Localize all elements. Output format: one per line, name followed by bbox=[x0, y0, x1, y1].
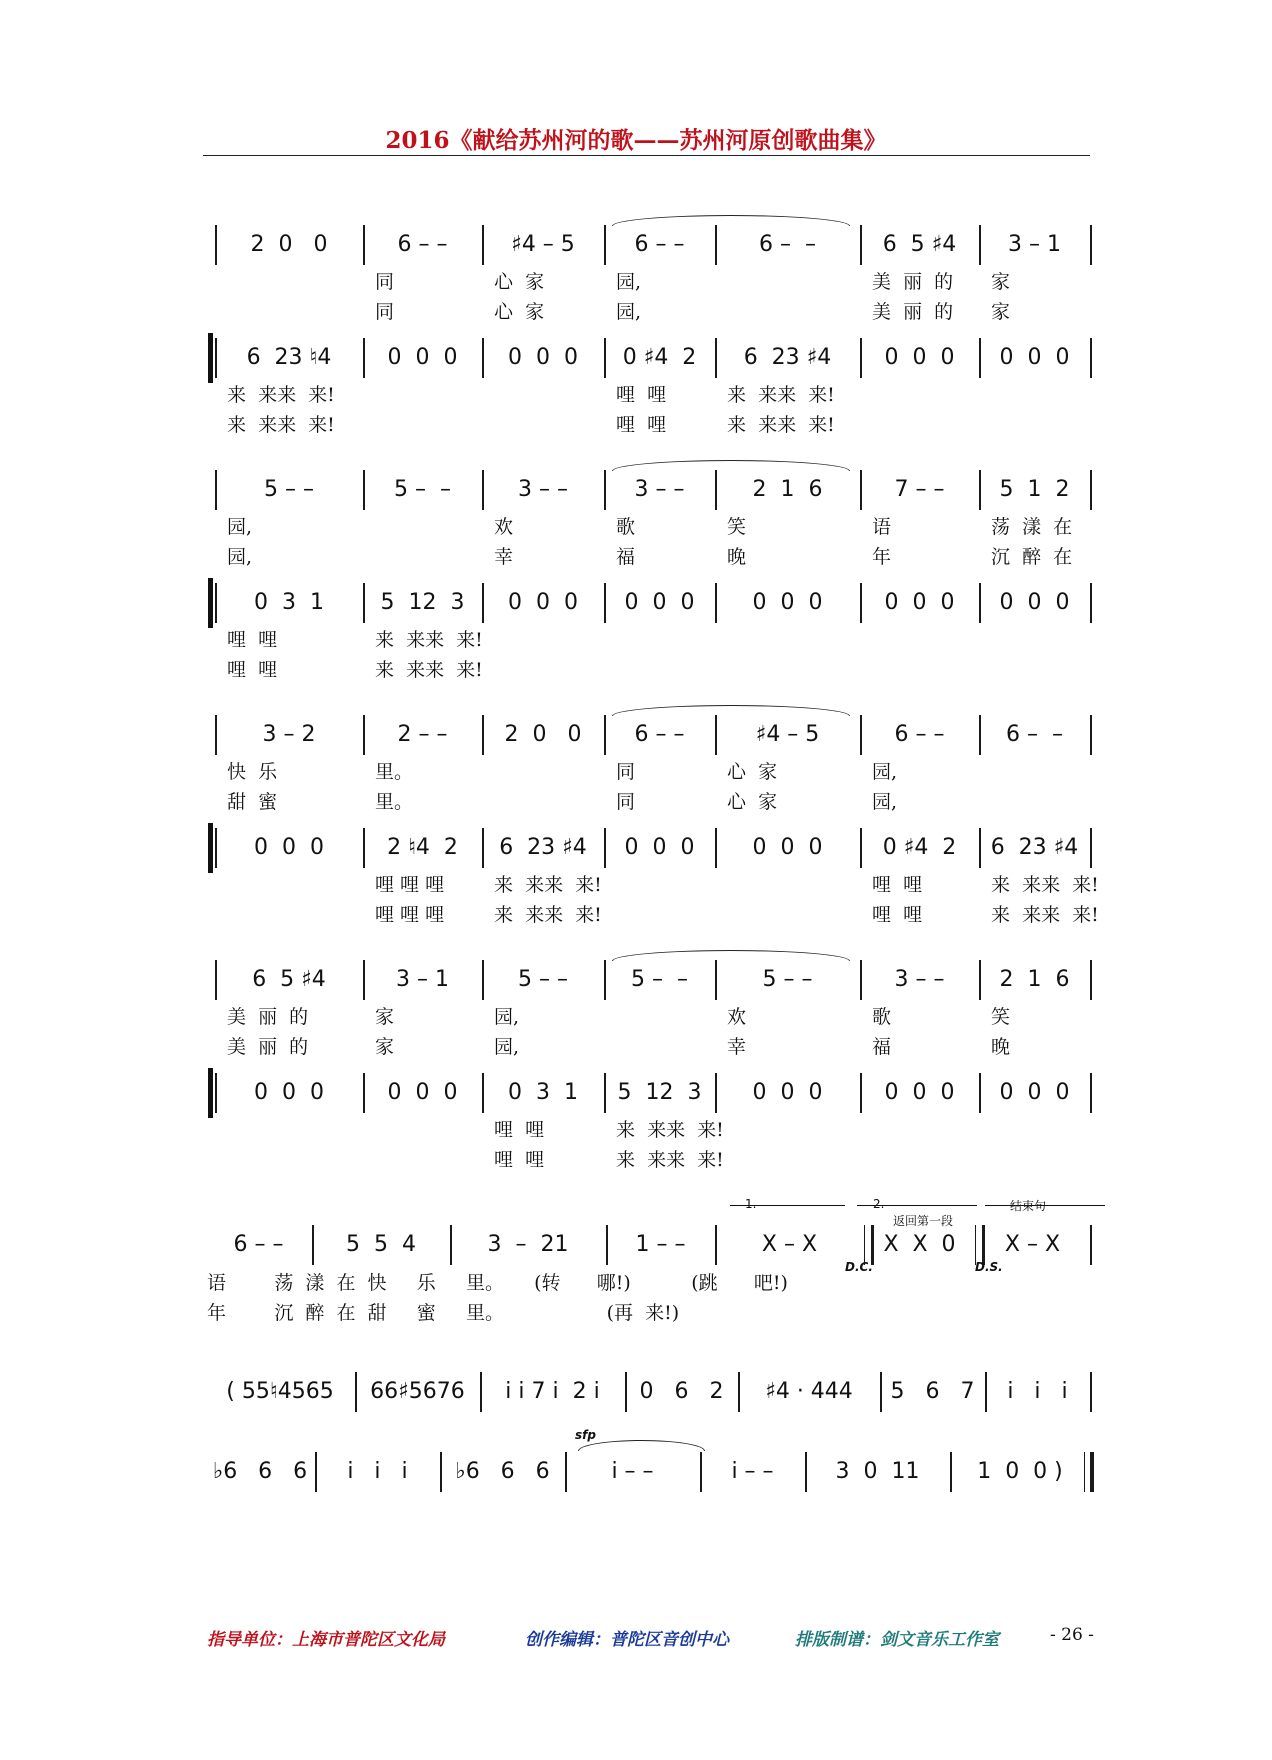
lyric-line-2: 沉 醉 在 bbox=[991, 546, 1073, 568]
melody-row-barline bbox=[215, 225, 217, 265]
accomp-row-barline bbox=[363, 338, 365, 378]
accomp-row-barline bbox=[604, 583, 606, 623]
melody-row-barline bbox=[482, 960, 484, 1000]
melody-row-barline bbox=[215, 470, 217, 510]
accomp-measure: 0 0 0 bbox=[387, 1080, 458, 1105]
melody-measure: 3 – – bbox=[894, 967, 945, 992]
ending-barline bbox=[606, 1225, 608, 1265]
interlude-row-1-barline bbox=[355, 1372, 357, 1412]
accomp-measure: 0 0 0 bbox=[884, 1080, 955, 1105]
accomp-measure: 0 0 0 bbox=[254, 1080, 324, 1105]
accomp-lyric-line-2: 哩 哩 bbox=[494, 1149, 545, 1171]
melody-measure: 6 5 ♯4 bbox=[252, 967, 326, 992]
interlude-measure: i – – bbox=[611, 1459, 654, 1484]
lyric-line-1: 歌 bbox=[616, 516, 636, 538]
accomp-row-barline bbox=[215, 828, 217, 868]
accomp-row-barline bbox=[979, 583, 981, 623]
accomp-row-barline bbox=[1090, 1073, 1092, 1113]
accomp-row-barline bbox=[979, 338, 981, 378]
volta-2-note: 返回第一段 bbox=[893, 1214, 954, 1228]
lyric-line-2: 福 bbox=[616, 546, 636, 568]
accomp-measure: 0 3 1 bbox=[508, 1080, 578, 1105]
lyric-line-2: 甜 蜜 bbox=[227, 791, 278, 813]
lyric-line-1: 园, bbox=[872, 761, 898, 783]
melody-measure: 6 – – bbox=[894, 722, 945, 747]
page-title: 2016《献给苏州河的歌——苏州河原创歌曲集》 bbox=[385, 127, 887, 154]
interlude-measure: ♭6 6 6 bbox=[212, 1459, 308, 1484]
melody-measure: 6 – – bbox=[634, 232, 685, 257]
accomp-row-barline bbox=[604, 1073, 606, 1113]
melody-row-barline bbox=[604, 470, 606, 510]
accomp-measure: 0 0 0 bbox=[624, 835, 695, 860]
accomp-measure: 6 23 ♮4 bbox=[246, 345, 332, 370]
accomp-row-barline bbox=[604, 828, 606, 868]
accomp-measure: 0 0 0 bbox=[624, 590, 695, 615]
melody-measure: 2 – – bbox=[397, 722, 448, 747]
interlude-row-2-barline bbox=[805, 1452, 807, 1492]
melody-measure: 2 1 6 bbox=[752, 477, 823, 502]
interlude-measure: 5 6 7 bbox=[890, 1379, 975, 1404]
accomp-lyric-line-1: 来 来来 来! bbox=[727, 384, 835, 406]
accomp-row-barline bbox=[363, 828, 365, 868]
melody-row-barline bbox=[860, 960, 862, 1000]
lyric-line-2: 晚 bbox=[991, 1036, 1011, 1058]
accomp-row-barline bbox=[1090, 828, 1092, 868]
accomp-lyric-line-1: 来 来来 来! bbox=[375, 629, 483, 651]
melody-measure: 5 1 2 bbox=[999, 477, 1070, 502]
lyric-line-1: 美 丽 的 bbox=[227, 1006, 309, 1028]
interlude-row-2-barline bbox=[440, 1452, 442, 1492]
accomp-measure: 0 0 0 bbox=[387, 345, 458, 370]
lyric-line-2: 园, bbox=[616, 301, 642, 323]
melody-measure: ♯4 – 5 bbox=[511, 232, 575, 257]
lyric-line-2: 同 bbox=[616, 791, 636, 813]
accomp-lyric-line-1: 哩 哩 哩 bbox=[375, 874, 445, 896]
accomp-measure: 0 0 0 bbox=[508, 590, 578, 615]
interlude-row-1-barline bbox=[985, 1372, 987, 1412]
lyric-line-2: 园, bbox=[872, 791, 898, 813]
ending-measure: X – X bbox=[761, 1232, 818, 1257]
accomp-row-barline bbox=[715, 338, 717, 378]
sfp-tie bbox=[578, 1440, 705, 1451]
ending-barline bbox=[450, 1225, 452, 1265]
phrase-tie bbox=[612, 460, 850, 471]
melody-row-barline bbox=[979, 960, 981, 1000]
dc-mark: D.C. bbox=[845, 1260, 873, 1274]
accomp-lyric-line-2: 来 来来 来! bbox=[991, 904, 1099, 926]
accomp-measure: 0 0 0 bbox=[254, 835, 324, 860]
accomp-row-barline bbox=[715, 1073, 717, 1113]
melody-measure: 6 – – bbox=[1006, 722, 1063, 747]
melody-row-barline bbox=[715, 470, 717, 510]
accomp-lyric-line-2: 来 来来 来! bbox=[727, 414, 835, 436]
ending-measure: 5 5 4 bbox=[346, 1232, 416, 1257]
header-rule bbox=[203, 155, 1090, 156]
interlude-measure: ( 55♮4565 bbox=[226, 1379, 334, 1404]
sfp-mark: sfp bbox=[575, 1428, 596, 1442]
melody-row-barline bbox=[715, 715, 717, 755]
accomp-row-barline bbox=[363, 1073, 365, 1113]
accomp-measure: 5 12 3 bbox=[380, 590, 465, 615]
accomp-measure: 0 0 0 bbox=[508, 345, 578, 370]
accomp-row-barline bbox=[363, 583, 365, 623]
accomp-row-barline bbox=[1090, 338, 1092, 378]
melody-measure: 2 0 0 bbox=[504, 722, 582, 747]
melody-measure: 6 – – bbox=[397, 232, 448, 257]
lyric-line-1: 园, bbox=[227, 516, 253, 538]
accomp-measure: 0 0 0 bbox=[752, 1080, 823, 1105]
accomp-measure: 0 0 0 bbox=[999, 1080, 1070, 1105]
lyric-line-1: 笑 bbox=[991, 1006, 1011, 1028]
lyric-line-1: 园, bbox=[494, 1006, 520, 1028]
melody-row-barline bbox=[363, 960, 365, 1000]
melody-measure: 5 – – bbox=[394, 477, 451, 502]
melody-measure: 6 – – bbox=[634, 722, 685, 747]
melody-row-barline bbox=[979, 225, 981, 265]
interlude-measure: i i i bbox=[1007, 1379, 1068, 1404]
interlude-row-1-barline bbox=[1090, 1372, 1092, 1412]
melody-row-barline bbox=[363, 225, 365, 265]
ending-measure: X X 0 bbox=[883, 1232, 956, 1257]
melody-measure: ♯4 – 5 bbox=[755, 722, 820, 747]
lyric-line-1: 快 乐 bbox=[227, 761, 278, 783]
lyric-line-1: 里。 bbox=[375, 761, 414, 783]
accomp-measure: 6 23 ♯4 bbox=[990, 835, 1079, 860]
lyric-line-1: 荡 漾 在 bbox=[991, 516, 1073, 538]
melody-row-barline bbox=[215, 715, 217, 755]
system-brace bbox=[208, 1068, 213, 1118]
accomp-lyric-line-1: 哩 哩 bbox=[872, 874, 923, 896]
ending-lyric-line-1: 语 荡 漾 在 快 乐 里。 (转 哪!) (跳 吧!) bbox=[207, 1272, 788, 1294]
accomp-measure: 6 23 ♯4 bbox=[499, 835, 587, 860]
melody-measure: 3 – 1 bbox=[396, 967, 449, 992]
accomp-lyric-line-2: 哩 哩 哩 bbox=[375, 904, 445, 926]
page-number: - 26 - bbox=[1050, 1625, 1094, 1645]
interlude-measure: 1 0 0 ) bbox=[977, 1459, 1063, 1484]
accomp-row-barline bbox=[979, 828, 981, 868]
interlude-measure: i i i bbox=[347, 1459, 408, 1484]
melody-row-barline bbox=[604, 715, 606, 755]
melody-measure: 5 – – bbox=[631, 967, 688, 992]
accomp-lyric-line-1: 来 来来 来! bbox=[227, 384, 335, 406]
interlude-row-2-barline bbox=[700, 1452, 702, 1492]
ending-measure: 3 – 21 bbox=[487, 1232, 569, 1257]
interlude-measure: ♯4 · 444 bbox=[765, 1379, 853, 1404]
lyric-line-1: 欢 bbox=[727, 1006, 747, 1028]
lyric-line-2: 家 bbox=[991, 301, 1011, 323]
accomp-row-barline bbox=[715, 583, 717, 623]
interlude-row-2-barline bbox=[565, 1452, 567, 1492]
melody-row-barline bbox=[1090, 470, 1092, 510]
melody-row-barline bbox=[979, 715, 981, 755]
melody-row-barline bbox=[482, 715, 484, 755]
lyric-line-1: 园, bbox=[616, 271, 642, 293]
lyric-line-2: 年 bbox=[872, 546, 892, 568]
interlude-measure: 0 6 2 bbox=[639, 1379, 724, 1404]
accomp-row-barline bbox=[215, 1073, 217, 1113]
melody-row-barline bbox=[215, 960, 217, 1000]
accomp-measure: 0 ♯4 2 bbox=[622, 345, 697, 370]
ds-mark: D.S. bbox=[975, 1260, 1003, 1274]
interlude-measure: 66♯5676 bbox=[370, 1379, 465, 1404]
accomp-row-barline bbox=[860, 583, 862, 623]
volta-1-label: 1. bbox=[745, 1197, 757, 1211]
accomp-row-barline bbox=[482, 583, 484, 623]
system-brace bbox=[208, 823, 213, 873]
accomp-lyric-line-2: 哩 哩 bbox=[227, 659, 278, 681]
melody-row-barline bbox=[1090, 225, 1092, 265]
ending-barline bbox=[715, 1225, 717, 1265]
melody-row-barline bbox=[860, 470, 862, 510]
ending-measure: 1 – – bbox=[635, 1232, 686, 1257]
lyric-line-1: 同 bbox=[616, 761, 636, 783]
lyric-line-2: 幸 bbox=[494, 546, 514, 568]
footer-guide: 指导单位：上海市普陀区文化局 bbox=[207, 1630, 445, 1650]
accomp-lyric-line-1: 来 来来 来! bbox=[494, 874, 602, 896]
lyric-line-1: 心 家 bbox=[727, 761, 778, 783]
melody-row-barline bbox=[1090, 960, 1092, 1000]
melody-row-barline bbox=[860, 715, 862, 755]
accomp-measure: 0 0 0 bbox=[884, 345, 955, 370]
lyric-line-2: 里。 bbox=[375, 791, 414, 813]
interlude-measure: i – – bbox=[731, 1459, 774, 1484]
accomp-row-barline bbox=[860, 338, 862, 378]
melody-measure: 5 – – bbox=[264, 477, 314, 502]
lyric-line-2: 家 bbox=[375, 1036, 395, 1058]
interlude-measure: ♭6 6 6 bbox=[455, 1459, 550, 1484]
melody-measure: 3 – – bbox=[634, 477, 685, 502]
accomp-measure: 6 23 ♯4 bbox=[743, 345, 832, 370]
phrase-tie bbox=[612, 705, 850, 716]
melody-row-barline bbox=[715, 225, 717, 265]
lyric-line-2: 园, bbox=[494, 1036, 520, 1058]
accomp-lyric-line-1: 哩 哩 bbox=[494, 1119, 545, 1141]
melody-row-barline bbox=[715, 960, 717, 1000]
interlude-row-2-barline bbox=[950, 1452, 952, 1492]
melody-measure: 6 5 ♯4 bbox=[882, 232, 957, 257]
lyric-line-1: 美 丽 的 bbox=[872, 271, 954, 293]
accomp-measure: 2 ♮4 2 bbox=[387, 835, 458, 860]
melody-row-barline bbox=[604, 960, 606, 1000]
volta-2-label: 2. bbox=[873, 1197, 885, 1211]
ending-measure: X – X bbox=[1004, 1232, 1061, 1257]
lyric-line-1: 语 bbox=[872, 516, 892, 538]
final-barline bbox=[1084, 1452, 1094, 1492]
accomp-measure: 0 0 0 bbox=[752, 590, 823, 615]
melody-row-barline bbox=[604, 225, 606, 265]
lyric-line-1: 家 bbox=[991, 271, 1011, 293]
accomp-measure: 0 0 0 bbox=[999, 590, 1070, 615]
melody-row-barline bbox=[482, 225, 484, 265]
melody-measure: 5 – – bbox=[762, 967, 813, 992]
melody-measure: 3 – – bbox=[518, 477, 568, 502]
melody-measure: 2 1 6 bbox=[999, 967, 1070, 992]
system-brace bbox=[208, 333, 213, 383]
interlude-measure: 3 0 11 bbox=[835, 1459, 920, 1484]
phrase-tie bbox=[612, 215, 850, 226]
accomp-row-barline bbox=[1090, 583, 1092, 623]
footer-create: 创作编辑：普陀区音创中心 bbox=[525, 1630, 729, 1650]
accomp-lyric-line-1: 来 来来 来! bbox=[616, 1119, 724, 1141]
accomp-row-barline bbox=[215, 338, 217, 378]
accomp-row-barline bbox=[482, 338, 484, 378]
phrase-tie bbox=[612, 950, 850, 961]
accomp-row-barline bbox=[715, 828, 717, 868]
melody-measure: 5 – – bbox=[518, 967, 568, 992]
melody-measure: 2 0 0 bbox=[250, 232, 328, 257]
lyric-line-2: 美 丽 的 bbox=[872, 301, 954, 323]
ending-lyric-line-2: 年 沉 醉 在 甜 蜜 里。 (再 来!) bbox=[207, 1302, 680, 1324]
interlude-row-1-barline bbox=[480, 1372, 482, 1412]
ending-barline bbox=[312, 1225, 314, 1265]
lyric-line-1: 同 bbox=[375, 271, 395, 293]
lyric-line-2: 心 家 bbox=[494, 301, 545, 323]
ending-measure: 6 – – bbox=[233, 1232, 284, 1257]
accomp-row-barline bbox=[860, 828, 862, 868]
interlude-row-1-barline bbox=[625, 1372, 627, 1412]
ending-barline bbox=[1090, 1225, 1092, 1265]
interlude-row-2-barline bbox=[315, 1452, 317, 1492]
lyric-line-2: 福 bbox=[872, 1036, 892, 1058]
interlude-row-1-barline bbox=[880, 1372, 882, 1412]
melody-row-barline bbox=[1090, 715, 1092, 755]
accomp-row-barline bbox=[482, 1073, 484, 1113]
accomp-measure: 0 0 0 bbox=[884, 590, 955, 615]
lyric-line-1: 欢 bbox=[494, 516, 514, 538]
accomp-measure: 0 ♯4 2 bbox=[882, 835, 957, 860]
lyric-line-1: 笑 bbox=[727, 516, 747, 538]
lyric-line-2: 心 家 bbox=[727, 791, 778, 813]
lyric-line-2: 幸 bbox=[727, 1036, 747, 1058]
lyric-line-1: 家 bbox=[375, 1006, 395, 1028]
melody-row-barline bbox=[363, 470, 365, 510]
accomp-measure: 0 0 0 bbox=[999, 345, 1070, 370]
accomp-lyric-line-2: 哩 哩 bbox=[872, 904, 923, 926]
melody-measure: 7 – – bbox=[894, 477, 945, 502]
accomp-lyric-line-1: 哩 哩 bbox=[227, 629, 278, 651]
accomp-row-barline bbox=[215, 583, 217, 623]
accomp-lyric-line-2: 哩 哩 bbox=[616, 414, 667, 436]
lyric-line-2: 同 bbox=[375, 301, 395, 323]
accomp-measure: 5 12 3 bbox=[617, 1080, 702, 1105]
accomp-row-barline bbox=[979, 1073, 981, 1113]
accomp-row-barline bbox=[860, 1073, 862, 1113]
accomp-row-barline bbox=[482, 828, 484, 868]
footer-layout: 排版制谱：剑文音乐工作室 bbox=[795, 1630, 999, 1650]
lyric-line-2: 晚 bbox=[727, 546, 747, 568]
melody-row-barline bbox=[979, 470, 981, 510]
accomp-lyric-line-2: 来 来来 来! bbox=[616, 1149, 724, 1171]
accomp-lyric-line-2: 来 来来 来! bbox=[494, 904, 602, 926]
lyric-line-2: 园, bbox=[227, 546, 253, 568]
lyric-line-1: 心 家 bbox=[494, 271, 545, 293]
lyric-line-2: 美 丽 的 bbox=[227, 1036, 309, 1058]
lyric-line-1: 歌 bbox=[872, 1006, 892, 1028]
accomp-measure: 0 0 0 bbox=[752, 835, 823, 860]
melody-measure: 3 – 1 bbox=[1008, 232, 1061, 257]
melody-row-barline bbox=[482, 470, 484, 510]
melody-measure: 3 – 2 bbox=[262, 722, 316, 747]
accomp-measure: 0 3 1 bbox=[254, 590, 324, 615]
melody-measure: 6 – – bbox=[759, 232, 816, 257]
melody-row-barline bbox=[860, 225, 862, 265]
accomp-lyric-line-2: 来 来来 来! bbox=[227, 414, 335, 436]
interlude-row-1-barline bbox=[738, 1372, 740, 1412]
system-brace bbox=[208, 578, 213, 628]
accomp-lyric-line-2: 来 来来 来! bbox=[375, 659, 483, 681]
volta-3-label: 结束句 bbox=[1010, 1199, 1047, 1213]
accomp-lyric-line-1: 哩 哩 bbox=[616, 384, 667, 406]
interlude-measure: i i 7 i 2 i bbox=[505, 1379, 600, 1404]
accomp-row-barline bbox=[604, 338, 606, 378]
accomp-lyric-line-1: 来 来来 来! bbox=[991, 874, 1099, 896]
melody-row-barline bbox=[363, 715, 365, 755]
